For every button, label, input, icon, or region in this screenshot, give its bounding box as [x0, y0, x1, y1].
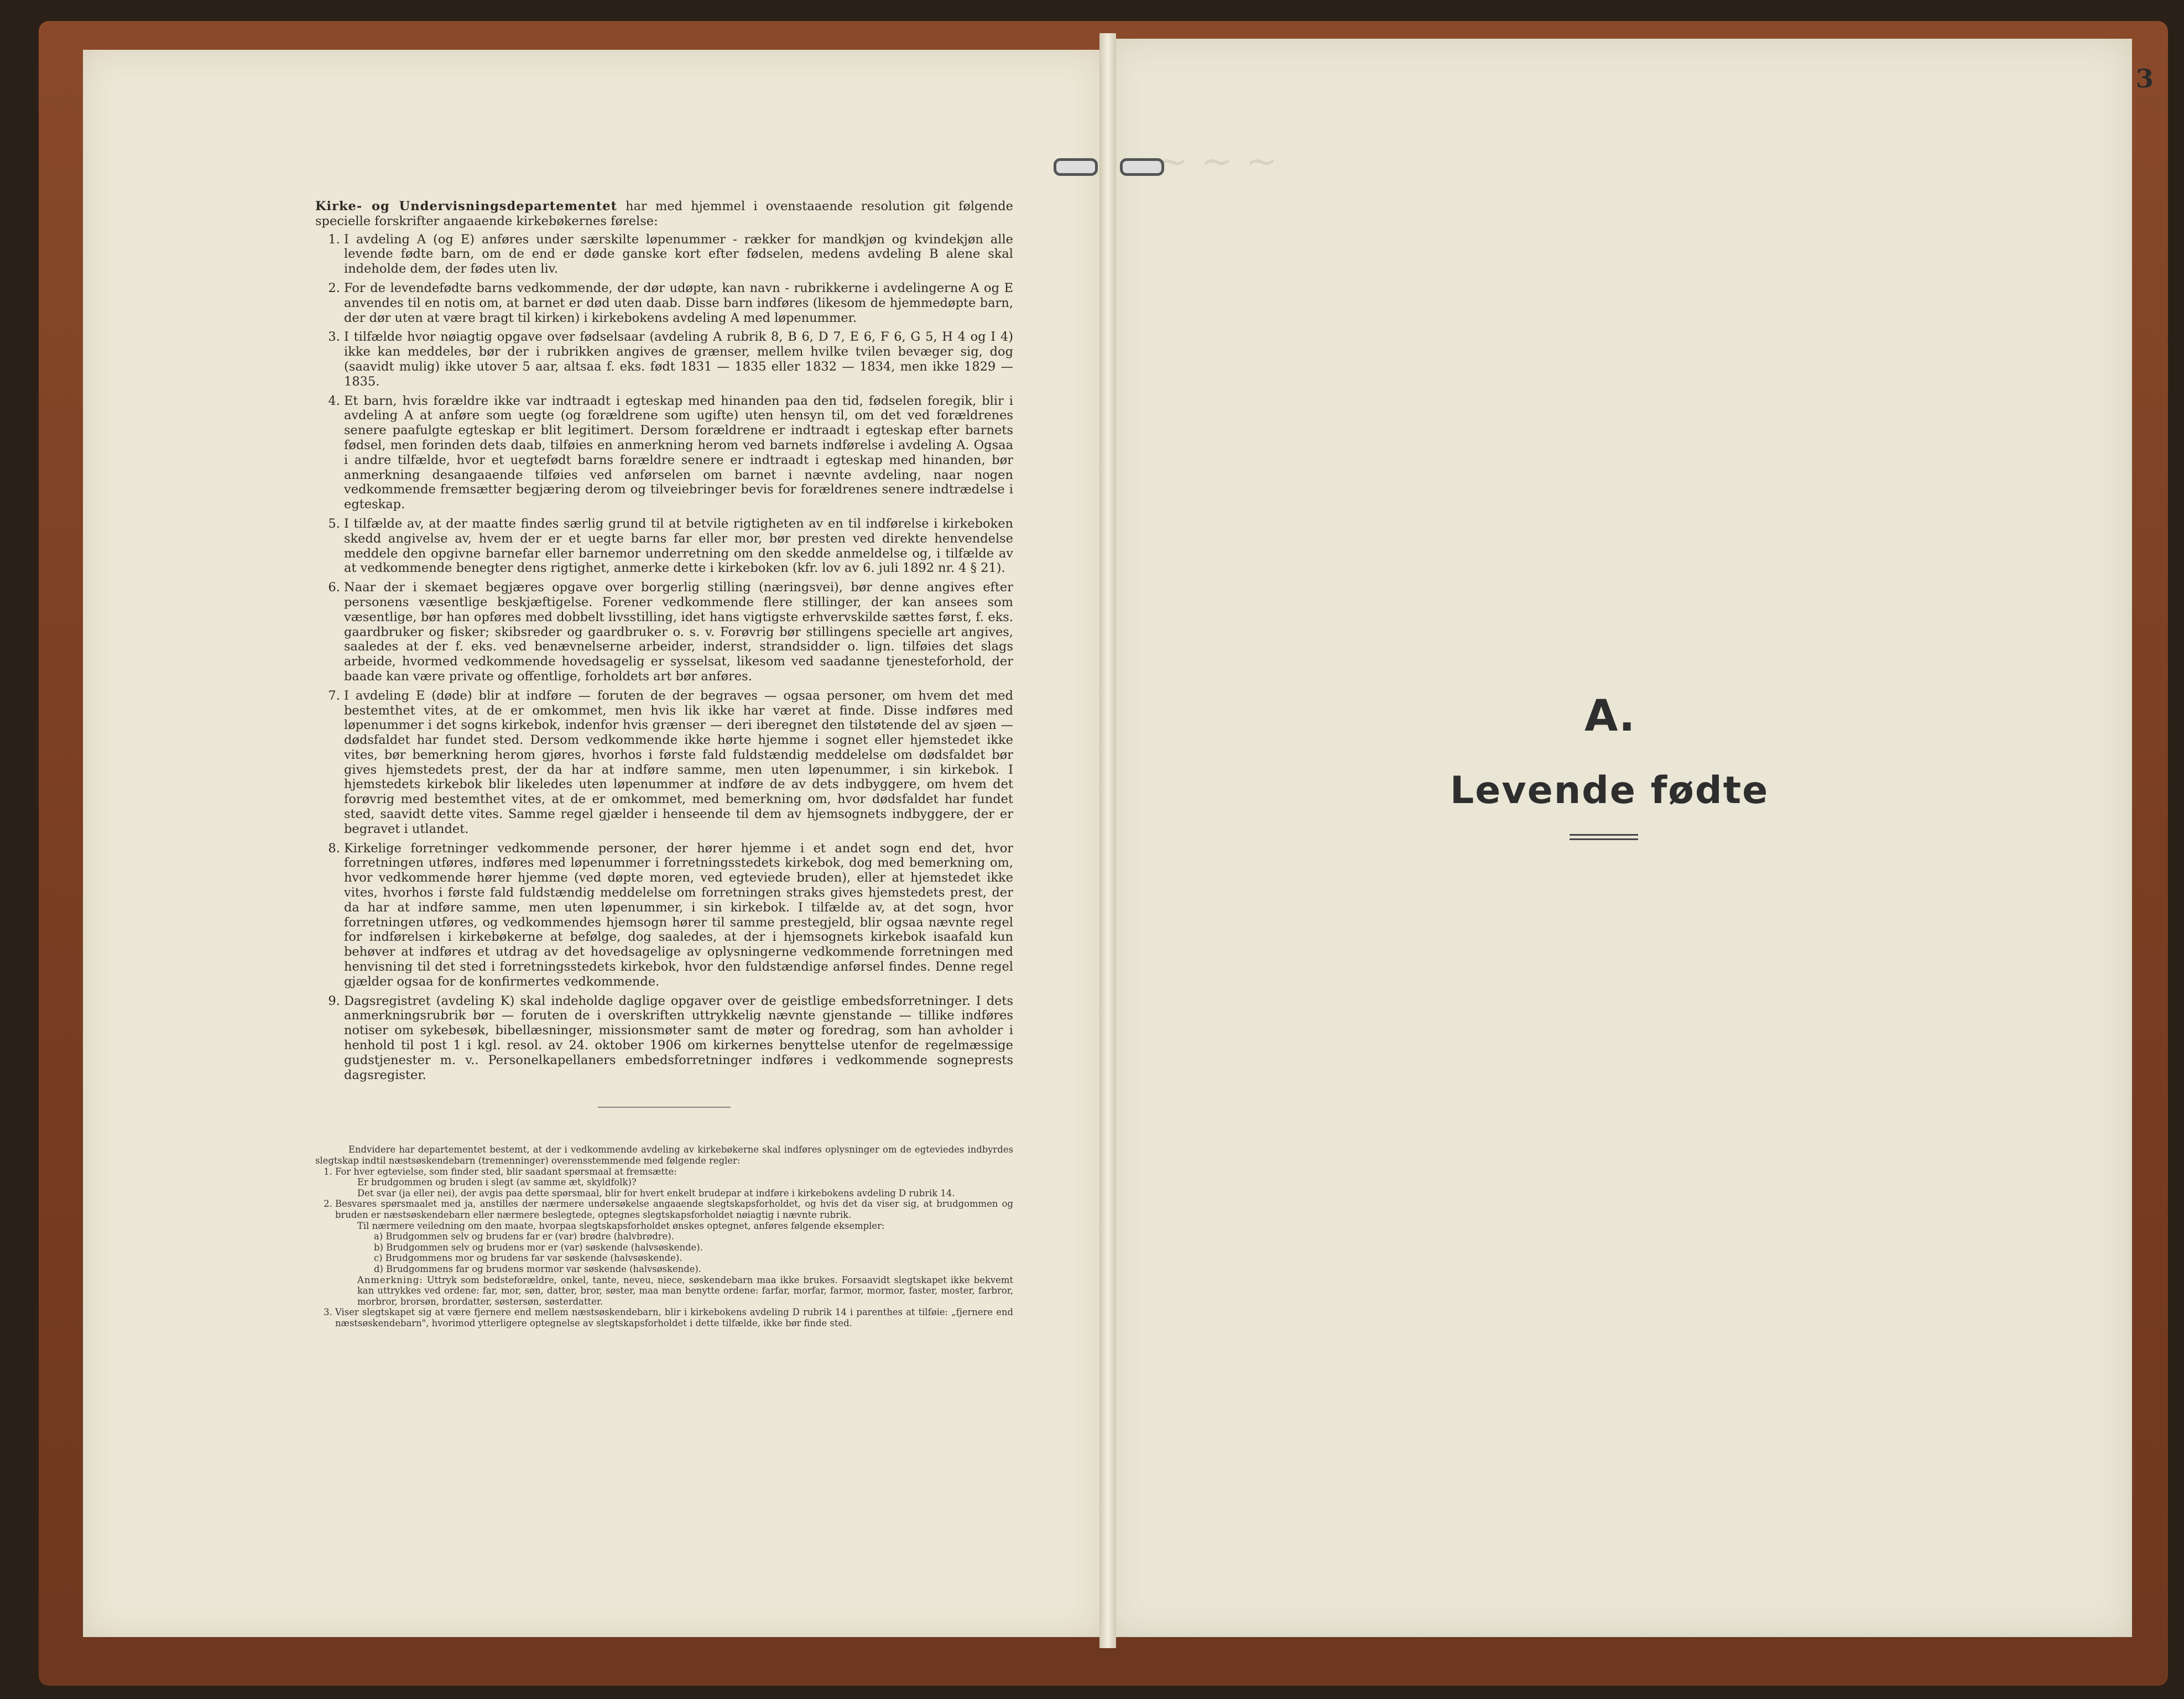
title-underline: [1570, 834, 1638, 836]
rules-list: [315, 232, 1013, 1083]
example-item: b) Brudgommen selv og brudens mor er (var) søskende (halvsøskende).: [374, 1242, 703, 1253]
rule-item: 3. I tilfælde hvor nøiagtig opgave over fødselsaar (avdeling A rubrik 8, B 6, D 7, E 6, F 6, G 5, H 4 og I 4) ikke kan meddeles, bør der i rubrikken angives de grænser, mellem hvilke tvilen bevæger sig, dog (saavidt mulig) ikke utover 5 aar, altsaa f. eks. født 1831 — 1835 eller 1832 — 1834, men ikke 1829 — 1835.: [344, 330, 1013, 389]
department-name: Kirke- og Undervisningsdepartementet: [315, 199, 617, 213]
addendum-item: 3. Viser slegtskapet sig at være fjernere end mellem næstsøskendebarn, blir i kirkebokens avdeling D rubrik 14 i parenthes at tilføie: „fjernere end næstsøskendebarn", hvorimod ytterligere optegnelse av slegtskapsforholdet i dette tilfælde, ikke bør finde sted.: [335, 1307, 1013, 1328]
section-letter: A.: [1584, 691, 1635, 741]
bleed-through-ink: ~ ~ ~: [1156, 138, 1278, 184]
example-item: d) Brudgommens far og brudens mormor var søskende (halvsøskende).: [374, 1263, 702, 1274]
examples-list: [335, 1231, 1013, 1274]
rule-item: 9. Dagsregistret (avdeling K) skal indeholde daglige opgaver over de geistlige embedsforretninger. I dets anmerkningsrubrik bør — foruten de i overskriften uttrykkelig nævnte gjenstande — tillike indføres notiser om sykebesøk, bibellæsninger, missionsmøter samt de møter og foredrag, som han avholder i henhold til post 1 i kgl. resol. av 24. oktober 1906 om kirkernes benyttelse utenfor de regelmæssige gudstjenester m. v.. Personelkapellaners embedsforretninger indføres i vedkommende sogneprests dagsregister.: [344, 994, 1013, 1083]
example-item: a) Brudgommen selv og brudens far er (var) brødre (halvbrødre).: [374, 1231, 674, 1242]
addendum-item: [335, 1198, 1013, 1307]
note-text: Uttryk som bedsteforældre, onkel, tante, neveu, niece, søskendebarn maa ikke brukes. Forsaavidt slegtskapet ikke bekvemt kan uttrykkes ved ordene: far, mor, søn, datter, bror, søster, maa man benytte ordene: farfar, morfar, farmor, mormor, faster, moster, farbror, morbror, brorsøn, brordatter, søstersøn, søsterdatter.: [357, 1274, 1013, 1307]
rule-item: 7. I avdeling E (døde) blir at indføre — foruten de der begraves — ogsaa personer, om hvem det med bestemthet vites, at de er omkommet, men hvis lik ikke har været at finde. Disse indføres med løpenummer i det sogns kirkebok, indenfor hvis grænser — deri iberegnet den tilstøtende del av sjøen — dødsfaldet har fundet sted. Dersom vedkommende ikke hørte hjemme i sognet eller hjemstedet ikke vites, bør bemerkning herom gjøres, hvorhos i første fald fuldstændig meddelelse om dødsfaldet bør gives hjemstedets prest, der da har at indføre samme, men uten løpenummer, i sin kirkebok. I hjemstedets kirkebok blir likeledes uten løpenummer at indføre de av dets indbyggere, om hvem det forøvrig med bestemthet vites, at de er omkommet, med bemerkning om, hvor dødsfaldet har fundet sted, saavidt dette vites. Samme regel gjælder i henseende til dem av hjemsognets indbyggere, der er begravet i utlandet.: [344, 689, 1013, 837]
binding-clip-left: [1054, 158, 1098, 176]
book-gutter: [1099, 33, 1116, 1648]
intro-text: har med hjemmel i ovenstaaende resolution git følgende specielle forskrifter angaaende kirkebøkernes førelse:: [315, 199, 1013, 228]
question-answer: Det svar (ja eller nei), der avgis paa dette spørsmaal, blir for hvert enkelt brudepar at indføre i kirkebokens avdeling D rubrik 14.: [357, 1187, 955, 1198]
addendum-item-text: Besvares spørsmaalet med ja, anstilles der nærmere undersøkelse angaaende slegtskapsforholdet, og hvis det da viser sig, at brudgommen og bruden er næstsøskendebarn eller nærmere beslegtede, optegnes slegtskapsforholdet nøiagtig i nævnte rubrik.: [335, 1198, 1013, 1220]
addendum-item: [335, 1166, 1013, 1199]
rule-item: 5. I tilfælde av, at der maatte findes særlig grund til at betvile rigtigheten av en til indførelse i kirkeboken skedd angivelse av, hvem der er et uegte barns far eller mor, bør presten ved direkte henvendelse meddele den opgivne barnefar eller barnemor underretning om den skedde anmeldelse og, i tilfælde av at vedkommende benegter dens rigtighet, anmerke dette i kirkeboken (kfr. lov av 6. juli 1892 nr. 4 § 21).: [344, 517, 1013, 576]
example-item: c) Brudgommens mor og brudens far var søskende (halvsøskende).: [374, 1253, 682, 1264]
page-number: 3: [2135, 64, 2154, 93]
instructions-text: [315, 199, 1013, 1329]
right-page: [1109, 39, 2132, 1637]
note-label: Anmerkning:: [357, 1274, 423, 1285]
addendum-item-text: For hver egtevielse, som finder sted, blir saadant spørsmaal at fremsætte:: [335, 1166, 677, 1177]
intro-paragraph: [315, 199, 1013, 229]
addendum-text: [315, 1144, 1013, 1328]
addendum-list: [315, 1166, 1013, 1329]
rule-item: 2. For de levendefødte barns vedkommende, der dør udøpte, kan navn - rubrikkerne i avdelingerne A og E anvendes til en notis om, at barnet er død uten daab. Disse barn indføres (likesom de hjemmedøpte barn, der dør uten at være bragt til kirken) i kirkebokens avdeling A med løpenummer.: [344, 281, 1013, 325]
addendum-intro: Endvidere har departementet bestemt, at der i vedkommende avdeling av kirkebøkerne skal indføres oplysninger om de egteviedes indbyrdes slegtskap indtil næstsøskendebarn (tremenninger) overensstemmende med følgende regler:: [315, 1144, 1013, 1166]
rule-item: 1. I avdeling A (og E) anføres under særskilte løpenummer - rækker for mandkjøn og kvindekjøn alle levende fødte barn, om de end er døde ganske kort efter fødselen, medens avdeling B alene skal indeholde dem, der fødes uten liv.: [344, 232, 1013, 277]
section-divider: [598, 1107, 731, 1108]
title-underline: [1570, 838, 1638, 840]
rule-item: 8. Kirkelige forretninger vedkommende personer, der hører hjemme i et andet sogn end det, hvor forretningen utføres, indføres med løpenummer i forretningsstedets kirkebok, dog med bemerkning om, hvor vedkommende hører hjemme (ved døpte moren, ved egteviede bruden), eller at hjemstedet ikke vites, hvorhos i første fald fuldstændig meddelelse om forretningen straks gives hjemstedets prest, der da har at indføre samme, men uten løpenummer, i sin kirkebok. I tilfælde av, at det sogn, hvor forretningen utføres, og vedkommendes hjemsogn hører til samme prestegjeld, blir ogsaa nævnte regel for indførelsen i kirkebøkerne at befølge, dog saaledes, at der i hjemsognets kirkebok isaafald kun behøver at indføres et utdrag av det hovedsagelige av oplysningerne vedkommende forretningen med henvisning til det sted i forretningsstedets kirkebok, hvor den fuldstændige anførsel findes. Denne regel gjælder ogsaa for de konfirmertes vedkommende.: [344, 841, 1013, 989]
rule-item: 4. Et barn, hvis forældre ikke var indtraadt i egteskap med hinanden paa den tid, fødselen foregik, blir i avdeling A at anføre som uegte (og forældrene som ugifte) uten hensyn til, om det ved forældrenes senere paafulgte egteskap er blit legitimert. Dersom forældrene er indtraadt i egteskap efter barnets fødsel, men forinden dets daab, tilføies en anmerkning herom ved barnets indførelse i avdeling A. Ogsaa i andre tilfælde, hvor et uegtefødt barns forældre senere er indtraadt i egteskap med hinanden, bør anmerkning desangaaende tilføies ved anførselen om barnet i nævnte avdeling, naar nogen vedkommende fremsætter begjæring derom og tilveiebringer bevis for forældrenes senere indtrædelse i egteskap.: [344, 394, 1013, 512]
note: [335, 1275, 1013, 1307]
section-title: Levende fødte: [1450, 769, 1769, 812]
question-text: Er brudgommen og bruden i slegt (av samme æt, skyldfolk)?: [357, 1177, 637, 1188]
rule-item: 6. Naar der i skemaet begjæres opgave over borgerlig stilling (næringsvei), bør denne angives efter personens væsentlige beskjæftigelse. Forener vedkommende flere stillinger, der kan ansees som væsentlige, bør han opføres med dobbelt livsstilling, idet hans vigtigste erhvervskilde sættes først, f. eks. gaardbruker og fisker; skibsreder og gaardbruker o. s. v. Forøvrig bør stillingens specielle art angives, saaledes at der f. eks. ved benævnelserne arbeider, inderst, strandsidder o. lign. tilføies det slags arbeide, hvormed vedkommende hovedsagelig er sysselsat, likesom ved saadanne tjenesteforhold, der baade kan være private og offentlige, forholdets art bør anføres.: [344, 580, 1013, 684]
guidance-text: Til nærmere veiledning om den maate, hvorpaa slegtskapsforholdet ønskes optegnet, anføres følgende eksempler:: [357, 1220, 885, 1231]
